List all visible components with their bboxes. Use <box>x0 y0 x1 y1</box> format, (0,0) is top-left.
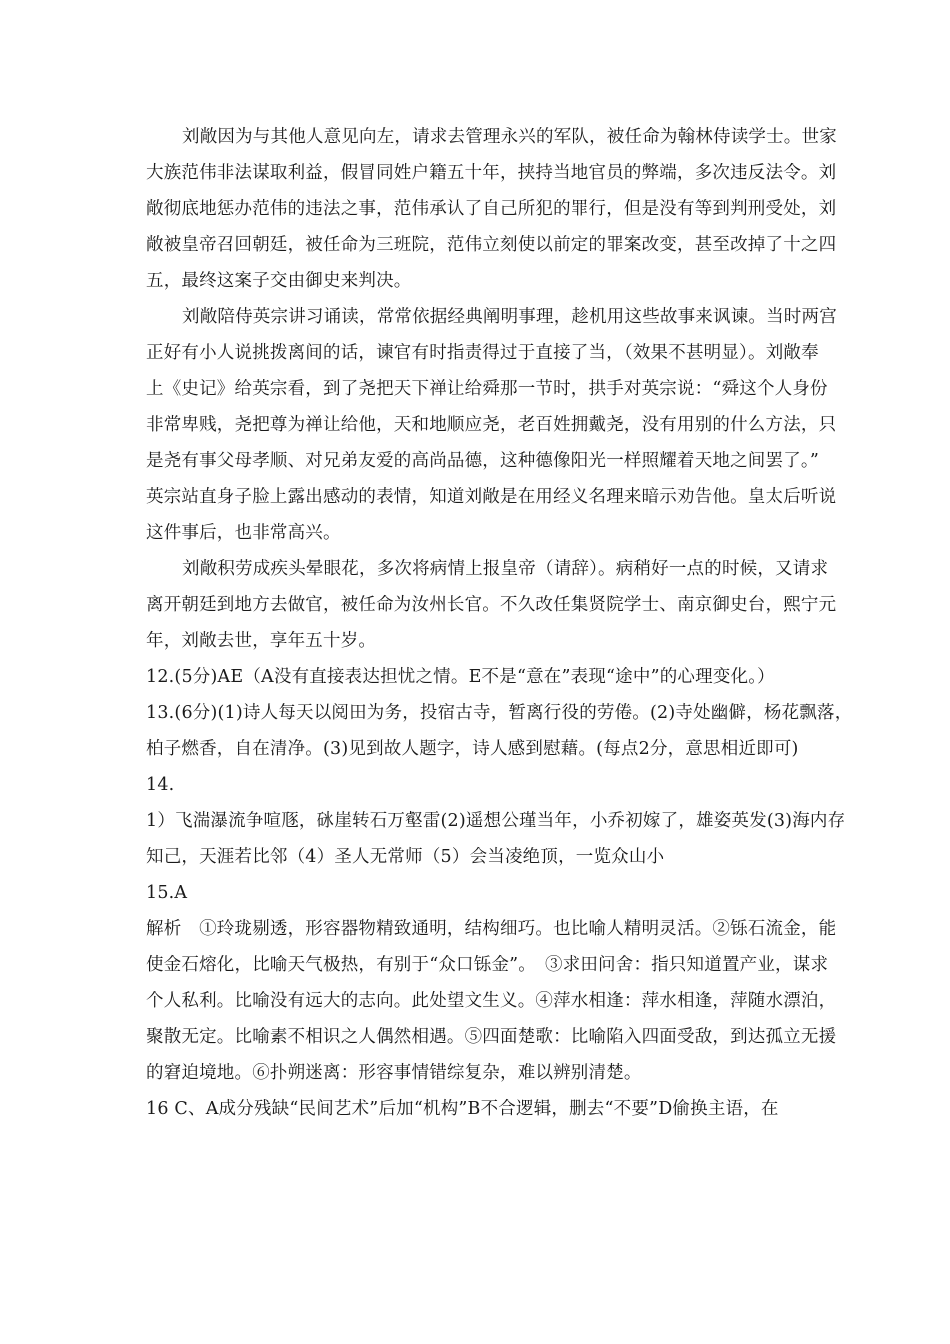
answer-15: 15.A <box>146 883 188 903</box>
text-line: 的窘迫境地。⑥扑朔迷离：形容事情错综复杂，难以辨别清楚。 <box>146 1063 642 1083</box>
text-line: 使金石熔化，比喻天气极热，有别于“众口铄金”。 ③求田问舍：指只知道置产业，谋求 <box>146 955 829 975</box>
text-line: 上《史记》给英宗看，到了尧把天下禅让给舜那一节时，拱手对英宗说：“舜这个人身份 <box>146 379 828 399</box>
analysis-line: 解析 ①玲珑剔透，形容器物精致通明，结构细巧。也比喻人精明灵活。②铄石流金，能 <box>146 919 837 939</box>
answer-13: 13.(6分)(1)诗人每天以阅田为务，投宿古寺，暂离行役的劳倦。(2)寺处幽僻，杨花飘落， <box>146 703 853 723</box>
text-line: 聚散无定。比喻素不相识之人偶然相遇。⑤四面楚歌：比喻陷入四面受敌，到达孤立无援 <box>146 1027 837 1047</box>
text-line: 离开朝廷到地方去做官，被任命为汝州长官。不久改任集贤院学士、南京御史台，熙宁元 <box>146 595 837 615</box>
text-line: 刘敞积劳成疾头晕眼花，多次将病情上报皇帝（请辞）。病稍好一点的时候，又请求 <box>182 559 829 579</box>
text-line: 刘敞因为与其他人意见向左，请求去管理永兴的军队，被任命为翰林侍读学士。世家 <box>182 127 837 147</box>
answer-16: 16 C、A成分残缺“民间艺术”后加“机构”B不合逻辑，删去“不要”D偷换主语，在 <box>146 1099 779 1119</box>
text-line: 英宗站直身子脸上露出感动的表情，知道刘敞是在用经义名理来暗示劝告他。皇太后听说 <box>146 487 837 507</box>
text-line: 五，最终这案子交由御史来判决。 <box>146 271 412 291</box>
answer-14: 1）飞湍瀑流争喧豗，砯崖转石万壑雷(2)遥想公瑾当年，小乔初嫁了，雄姿英发(3)海内存 <box>146 811 846 831</box>
text-line: 个人私利。比喻没有远大的志向。此处望文生义。④萍水相逢：萍水相逢，萍随水漂泊， <box>146 991 837 1011</box>
text-line: 知己，天涯若比邻（4）圣人无常师（5）会当凌绝顶，一览众山小 <box>146 847 665 867</box>
text-line: 大族范伟非法谋取利益，假冒同姓户籍五十年，挟持当地官员的弊端，多次违反法令。刘 <box>146 163 837 183</box>
text-line: 柏子燃香，自在清净。(3)见到故人题字，诗人感到慰藉。(每点2分，意思相近即可) <box>146 739 799 759</box>
answer-12: 12.(5分)AE（A没有直接表达担忧之情。E不是“意在”表现“途中”的心理变化。） <box>146 667 775 687</box>
text-line: 敞被皇帝召回朝廷，被任命为三班院，范伟立刻使以前定的罪案改变，甚至改掉了十之四 <box>146 235 837 255</box>
text-line: 刘敞陪侍英宗讲习诵读，常常依据经典阐明事理，趁机用这些故事来讽谏。当时两宫 <box>182 307 837 327</box>
text-line: 这件事后，也非常高兴。 <box>146 523 341 543</box>
text-line: 年，刘敞去世，享年五十岁。 <box>146 631 377 651</box>
answer-14-heading: 14. <box>146 775 175 795</box>
text-line: 非常卑贱，尧把尊为禅让给他，天和地顺应尧，老百姓拥戴尧，没有用别的什么方法，只 <box>146 415 837 435</box>
text-line: 敞彻底地惩办范伟的违法之事，范伟承认了自己所犯的罪行，但是没有等到判刑受处，刘 <box>146 199 837 219</box>
text-line: 是尧有事父母孝顺、对兄弟友爱的高尚品德，这种德像阳光一样照耀着天地之间罢了。” <box>146 451 819 471</box>
text-line: 正好有小人说挑拨离间的话，谏官有时指责得过于直接了当，（效果不甚明显）。刘敞奉 <box>146 343 819 363</box>
